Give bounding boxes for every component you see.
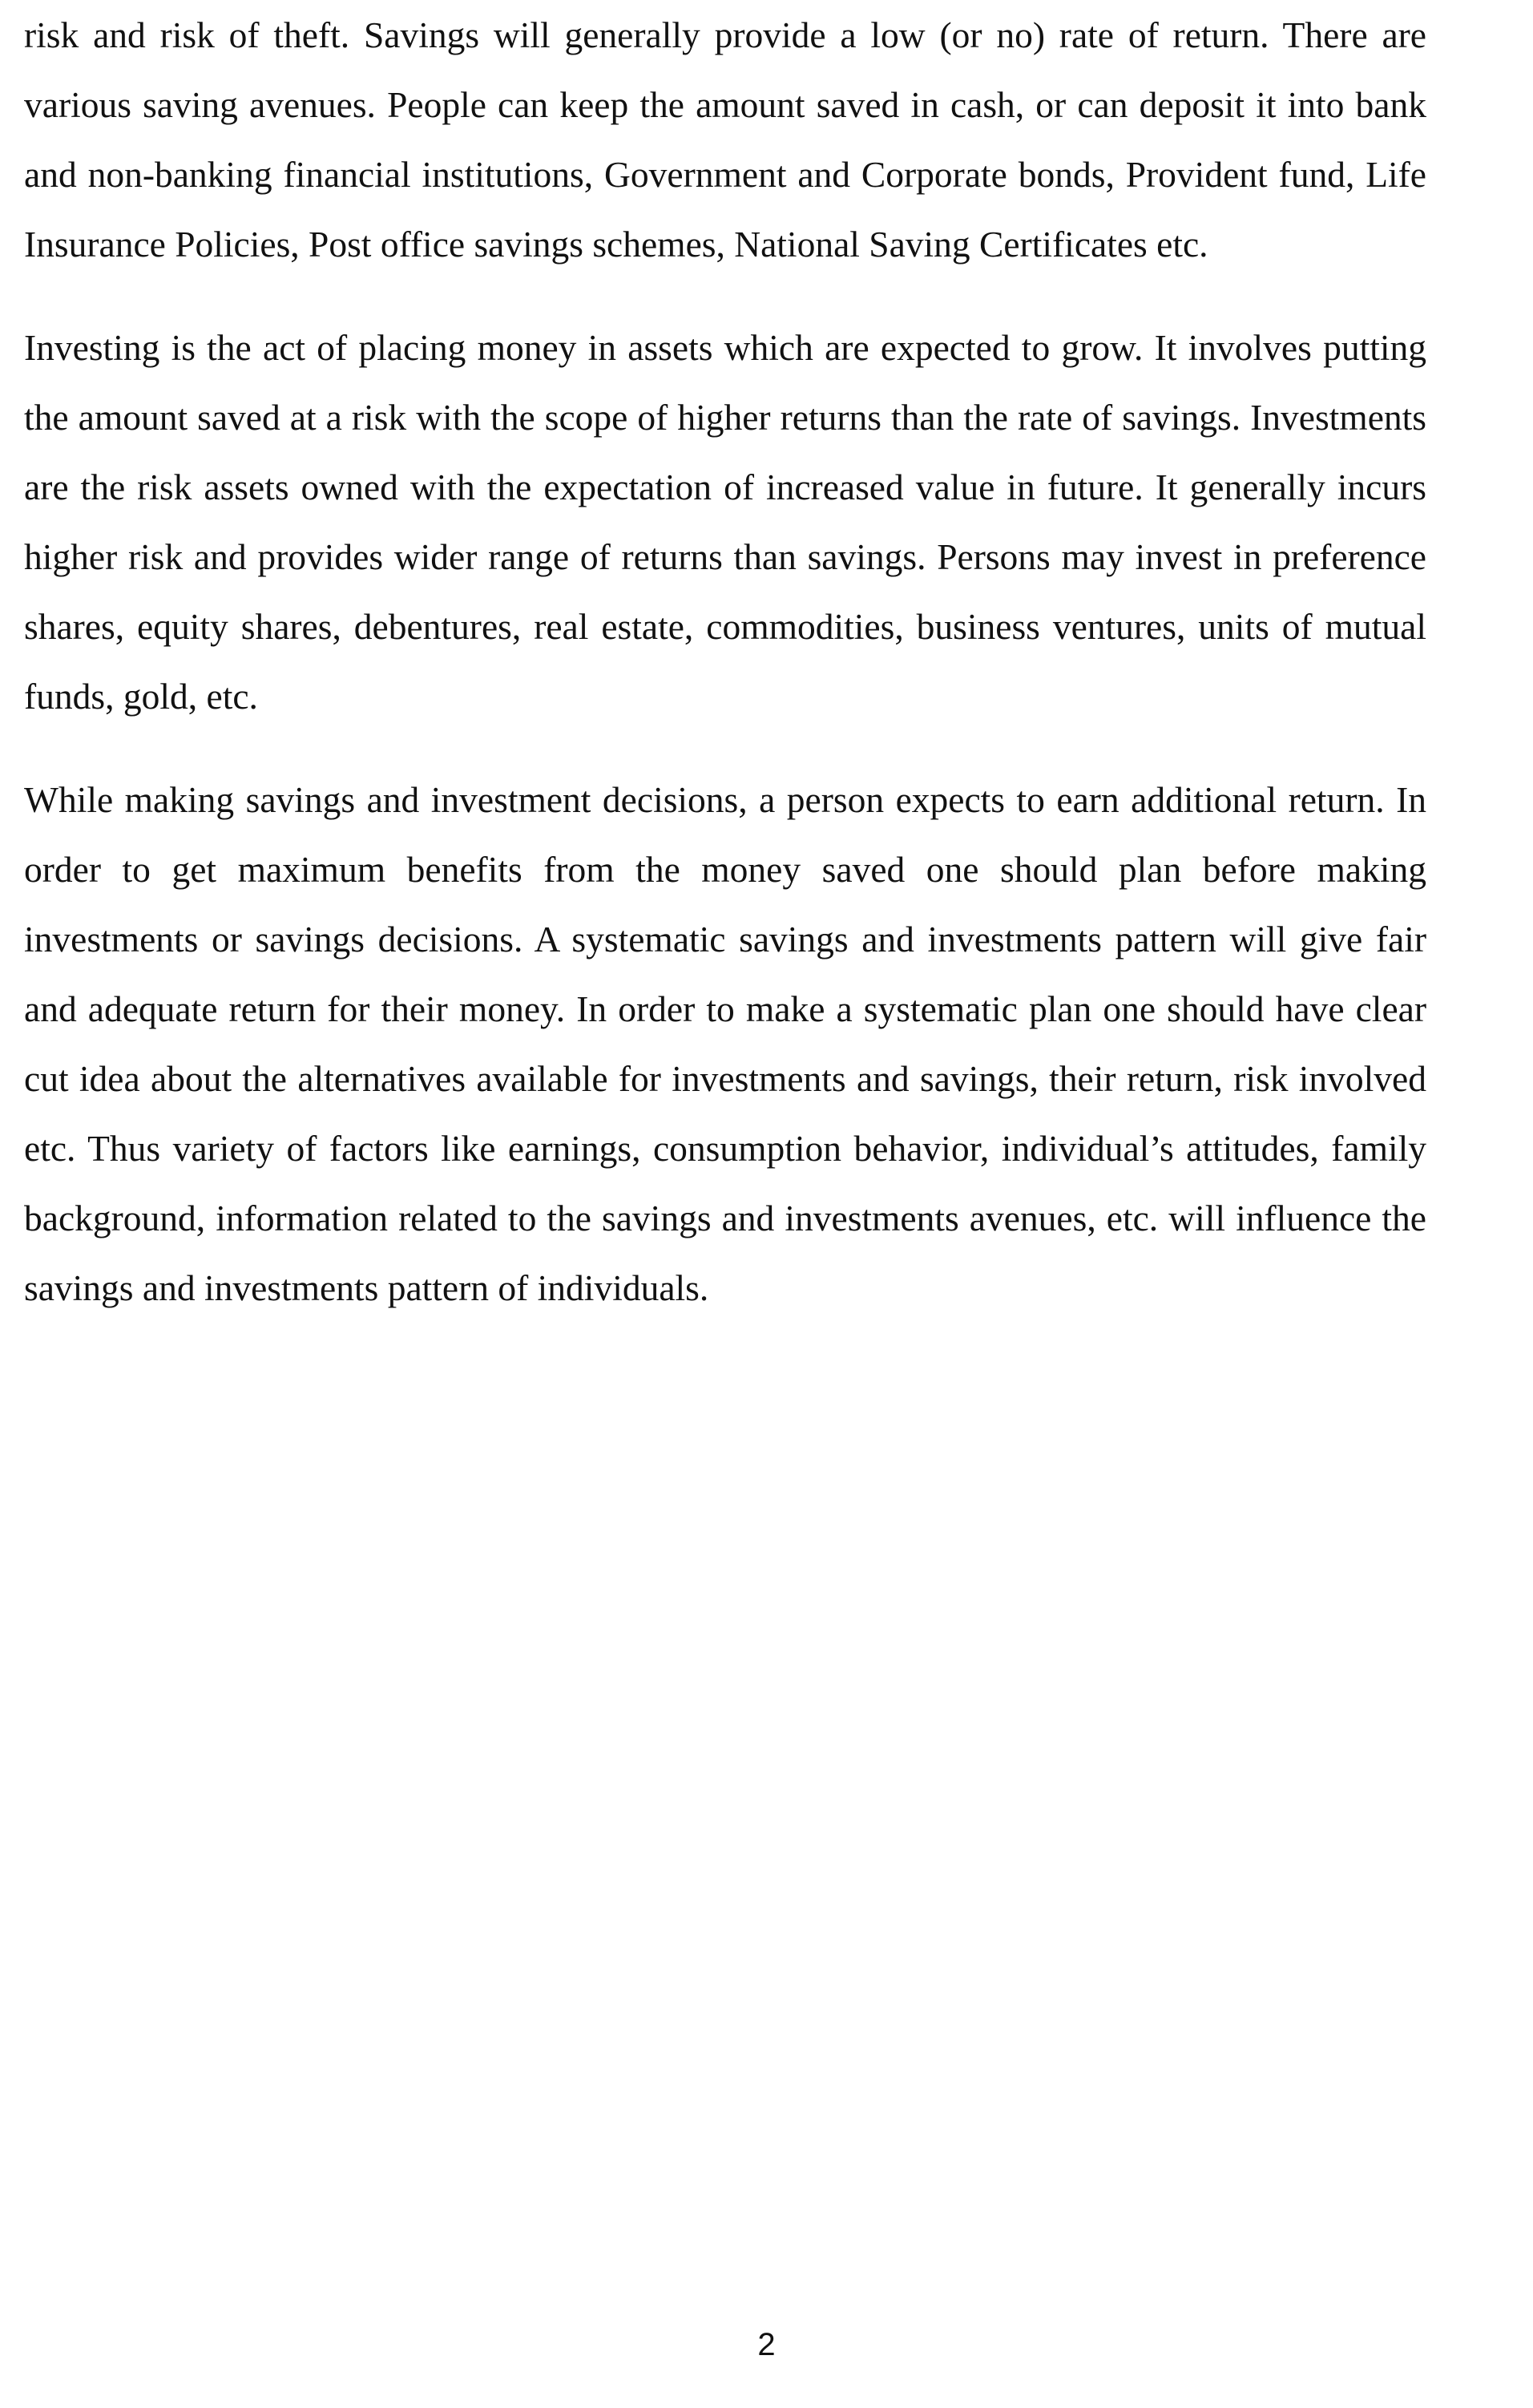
paragraph-savings-avenues: risk and risk of theft. Savings will generally provide a low (or no) rate of return. There are various saving avenues. People can keep the amount saved in cash, or can deposit it into bank and non-banking financial institutions, Government and Corporate bonds, Provident fund, Life Insurance Policies, Post office savings schemes, National Saving Certificates etc. — [24, 14, 1426, 265]
paragraph-investing: Investing is the act of placing money in assets which are expected to grow. It involves putting the amount saved at a risk with the scope of higher returns than the rate of savings. Investments are the risk assets owned with the expectation of increased value in future. It generally incurs higher risk and provides wider range of returns than savings. Persons may invest in preference shares, equity shares, debentures, real estate, commodities, business ventures, units of mutual funds, gold, etc. — [24, 327, 1426, 717]
paragraph-decisions: While making savings and investment decisions, a person expects to earn additional return. In order to get maximum benefits from the money saved one should plan before making investments or savings decisions. A systematic savings and investments pattern will give fair and adequate return for their money. In order to make a systematic plan one should have clear cut idea about the alternatives available for investments and savings, their return, risk involved etc. Thus variety of factors like earnings, consumption behavior, individual’s attitudes, family background, information related to the savings and investments avenues, etc. will influence the savings and investments pattern of individuals. — [24, 779, 1426, 1308]
page-number: 2 — [757, 2327, 776, 2362]
document-page — [24, 0, 1426, 1323]
